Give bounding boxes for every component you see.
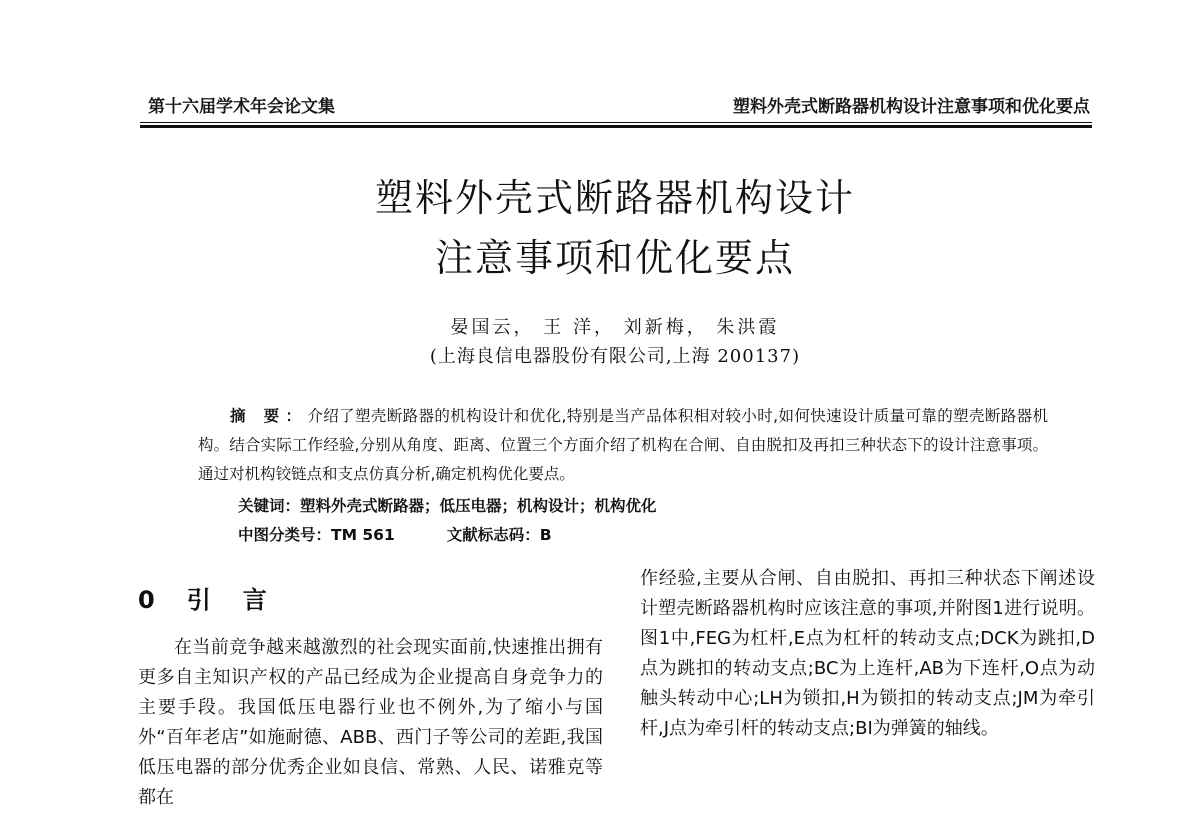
right-column — [640, 564, 1095, 744]
document-code: 文献标志码：B — [446, 526, 552, 544]
clc-number: 中图分类号：TM 561 — [238, 526, 395, 544]
affiliation: (上海良信电器股份有限公司,上海 200137) — [429, 346, 801, 367]
abstract-text: 介绍了塑壳断路器的机构设计和优化,特别是当产品体积相对较小时,如何快速设计质量可靠的塑壳断路器机构。结合实际工作经验,分别从角度、距离、位置三个方面介绍了机构在合闸、自由脱扣及再扣三种状态下的设计注意事项。通过对机构铰链点和支点仿真分析,确定机构优化要点。 — [198, 407, 1048, 483]
authors: 晏国云， 王 洋， 刘新梅， 朱洪霞 — [450, 317, 780, 338]
journal-title: 第十六届学术年会论文集 — [148, 97, 335, 117]
paper-title — [150, 168, 1080, 288]
keywords: 关键词：塑料外壳式断路器；低压电器；机构设计；机构优化 — [238, 497, 657, 515]
header-rule-thick — [140, 125, 1092, 128]
classification-line — [238, 523, 552, 545]
right-column-paragraph: 作经验,主要从合闸、自由脱扣、再扣三种状态下阐述设计塑壳断路器机构时应该注意的事项,并附图1进行说明。图1中,FEG为杠杆,E点为杠杆的转动支点;DCK为跳扣,D点为跳扣的转动支点;BC为上连杆,AB为下连杆,O点为动触头转动中心;LH为锁扣,H为锁扣的转动支点;JM为牵引杆,J点为牵引杆的转动支点;BI为弹簧的轴线。 — [640, 568, 1095, 739]
header-rule-thin — [140, 122, 1092, 123]
abstract — [198, 402, 1048, 489]
left-column — [138, 575, 603, 813]
running-article-title: 塑料外壳式断路器机构设计注意事项和优化要点 — [733, 97, 1090, 117]
paper-title-line-1: 塑料外壳式断路器机构设计 — [374, 176, 855, 220]
section-title-part-2: 言 — [242, 586, 267, 614]
section-title-part-1: 引 — [186, 586, 211, 614]
abstract-label: 摘 要： — [230, 407, 308, 425]
section-number: 0 — [138, 586, 155, 614]
intro-paragraph: 在当前竞争越来越激烈的社会现实面前,快速推出拥有更多自主知识产权的产品已经成为企业提高自身竞争力的主要手段。我国低压电器行业也不例外,为了缩小与国外“百年老店”如施耐德、ABB、西门子等公司的差距,我国低压电器的部分优秀企业如良信、常熟、人民、诺雅克等都在 — [138, 637, 603, 808]
section-heading — [138, 575, 603, 625]
running-header — [130, 92, 1090, 118]
paper-title-line-2: 注意事项和优化要点 — [434, 236, 795, 280]
